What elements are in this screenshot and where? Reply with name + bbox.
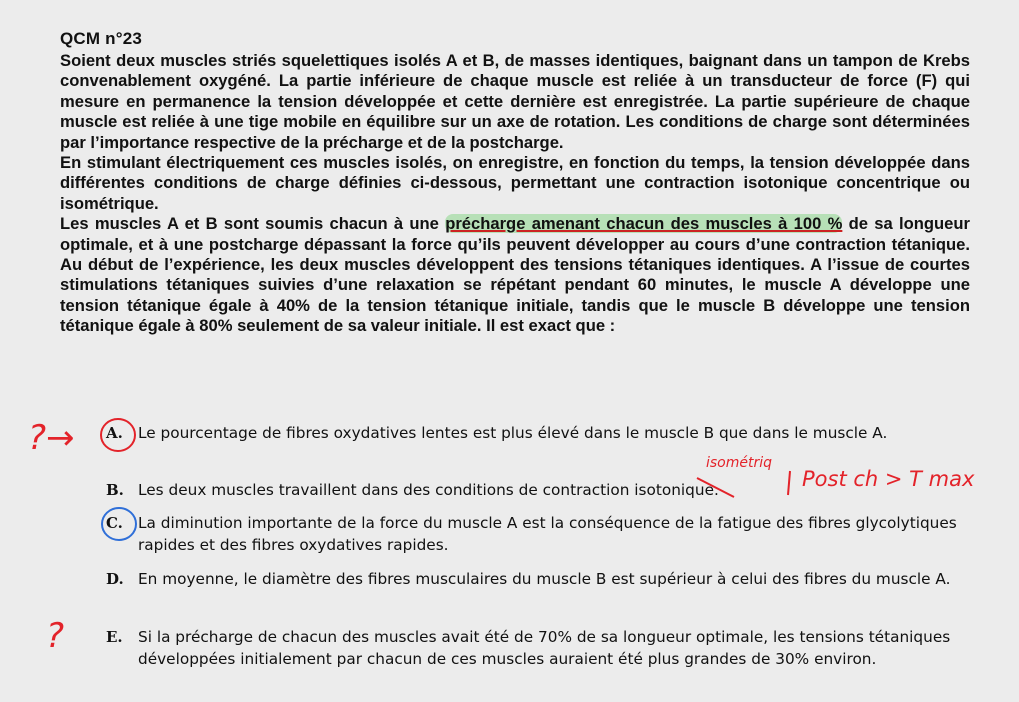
option-a-letter: A. [106,424,123,442]
option-a-text: Le pourcentage de fibres oxydatives lentes est plus élevé dans le muscle B que dans le muscle A. [138,424,888,442]
option-c[interactable] [106,512,976,556]
stem-paragraph-1: Soient deux muscles striés squelettiques isolés A et B, de masses identiques, baignant dans un tampon de Krebs convenablement oxygéné. La partie inférieure de chaque muscle est reliée à un transducteur de force (F) qui mesure en permanence la tension développée et cette dernière est enregistrée. La partie supérieure de chaque muscle est reliée à une tige mobile en équilibre sur un axe de rotation. Les conditions de charge sont déterminées par l’importance respective de la précharge et de la postcharge. [60,51,970,152]
postcharge-annotation: Post ch > T max [802,467,975,491]
option-d-letter: D. [106,570,124,588]
stem-paragraph-2: En stimulant électriquement ces muscles isolés, on enregistre, en fonction du temps, la tension développée dans différentes conditions de charge définies ci-dessous, permettant une contraction isotonique concentrique ou isométrique. [60,153,970,213]
option-c-letter: C. [106,514,123,532]
question-mark-a-annotation: ?→ [28,418,75,458]
stem-p3-before: Les muscles A et B sont soumis chacun à une [60,214,446,234]
option-e-letter: E. [106,628,123,646]
stem-p3-after: de sa longueur optimale, et à une postcharge dépassant la force qu’ils peuvent développer au cours d’une contraction tétanique. Au début de l’expérience, les deux muscles développent des tensions tétaniques identiques. A l’issue de courtes stimulations tétaniques suivies d’une relaxation se répétant pendant 60 minutes, le muscle A développe une tension tétanique égale à 40% de la tension tétanique initiale, tandis que le muscle B développe une tension tétanique égale à 80% seulement de sa valeur initiale. Il est exact que : [60,214,970,336]
highlighted-phrase: précharge amenant chacun des muscles à 100 % [445,214,843,234]
isometric-annotation: isométriq [706,455,773,471]
option-d-text: En moyenne, le diamètre des fibres musculaires du muscle B est supérieur à celui des fibres du muscle A. [138,570,951,588]
question-mark-e-annotation: ? [46,616,65,656]
option-b-text: Les deux muscles travaillent dans des conditions de contraction isotonique. [138,481,719,499]
stem-paragraph-3 [60,214,970,336]
option-e[interactable] [106,626,976,670]
option-d[interactable] [106,568,976,590]
question-stem [60,51,970,337]
option-e-text: Si la précharge de chacun des muscles avait été de 70% de sa longueur optimale, les tensions tétaniques développées initialement par chacun de ces muscles auraient été plus grandes de 30% environ. [138,628,951,668]
option-b-letter: B. [106,481,124,499]
option-c-text: La diminution importante de la force du muscle A est la conséquence de la fatigue des fibres glycolytiques rapides et des fibres oxydatives rapides. [138,514,957,554]
option-a[interactable] [106,422,976,444]
question-title: QCM n°23 [60,29,143,48]
